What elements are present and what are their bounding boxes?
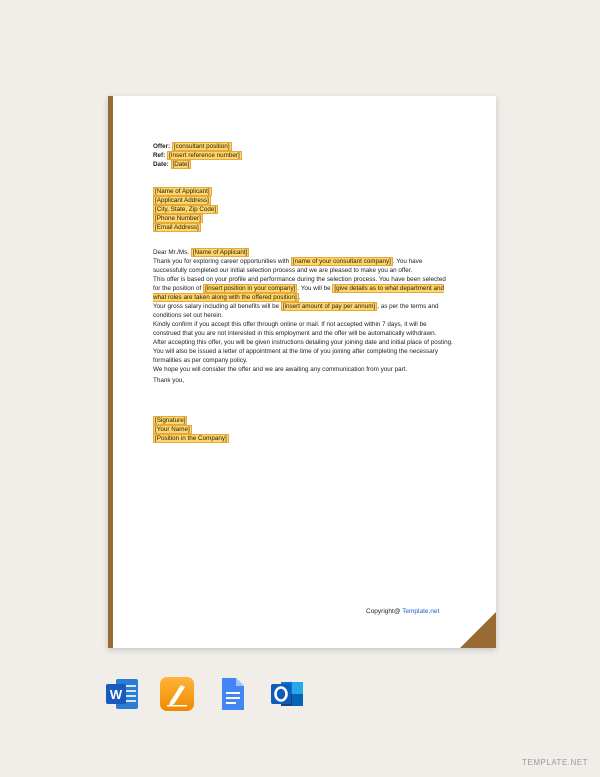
p2-position-placeholder: [insert position in your company] <box>205 285 296 292</box>
applicant-email: [Email Address] <box>155 224 199 231</box>
paragraph-3 <box>153 302 453 320</box>
date-value: [Date] <box>172 161 190 168</box>
word-icon[interactable] <box>104 676 140 712</box>
applicant-name: [Name of Applicant] <box>155 188 210 195</box>
copyright-link[interactable]: Template.net <box>402 608 440 615</box>
paragraph-5: After accepting this offer, you will be given instructions detailing your joining date and initial place of posting. You will also be issued a letter of appointment at the time of you joining after completing the necessary formalities as per company policy. <box>153 339 453 364</box>
applicant-address-block <box>153 187 453 232</box>
position-placeholder: [Position in the Company] <box>155 435 227 442</box>
applicant-city: [City, State, Zip Code] <box>155 206 217 213</box>
paragraph-6: We hope you will consider the offer and we are awaiting any communication from your part. <box>153 366 408 373</box>
applicant-phone: [Phone Number] <box>155 215 201 222</box>
letter-page <box>108 96 496 648</box>
svg-text:W: W <box>109 687 123 702</box>
salutation <box>153 248 453 257</box>
offer-label: Offer: <box>153 143 171 150</box>
p3-text: Your gross salary including all benefits will be <box>153 303 280 310</box>
applicant-address: [Applicant Address] <box>155 197 209 204</box>
pages-icon[interactable] <box>159 676 195 712</box>
salutation-prefix: Dear Mr./Ms. <box>153 249 190 256</box>
google-docs-icon[interactable] <box>214 676 250 712</box>
copyright-line <box>366 608 439 615</box>
page-corner-accent <box>460 612 496 648</box>
page-spine-accent <box>108 96 113 648</box>
p1-text: Thank you for exploring career opportunities with <box>153 258 290 265</box>
letter-body <box>153 142 453 443</box>
date-label: Date: <box>153 161 169 168</box>
paragraph-2 <box>153 275 453 302</box>
closing: Thank you, <box>153 377 185 384</box>
p3-salary-placeholder: [insert amount of pay per annum] <box>282 303 376 310</box>
offer-value: [consultant position] <box>173 143 230 150</box>
outlook-icon[interactable] <box>269 676 305 712</box>
ref-line <box>153 151 453 160</box>
paragraph-4: Kindly confirm if you accept this offer through online or mail. If not accepted within 7 days, it will be construed that you are not interested in this employment and the offer will be automatically withdrawn. <box>153 321 437 337</box>
p2-text: This offer is based on your profile and performance during the selection process. You have been selected for the position of <box>153 276 446 292</box>
ref-label: Ref: <box>153 152 166 159</box>
paragraph-1 <box>153 257 453 275</box>
signature-placeholder: [Signature] <box>155 417 186 424</box>
your-name-placeholder: [Your Name] <box>155 426 190 433</box>
offer-line <box>153 142 453 151</box>
copyright-label: Copyright@ <box>366 608 401 615</box>
p3-text-end: , as per the terms and conditions set out herein. <box>153 303 439 319</box>
p2-text-end: . <box>298 294 301 301</box>
p2-department-placeholder: [give details as to what department and what roles are taken along with the offered position] <box>153 285 444 301</box>
p1-text-end: . You have successfully completed our initial selection process and we are pleased to make you an offer. <box>153 258 423 274</box>
ref-value: [Insert reference number] <box>169 152 240 159</box>
date-line <box>153 160 453 169</box>
signature-block <box>153 416 453 443</box>
app-icons-row <box>104 676 305 712</box>
salutation-name: [Name of Applicant] <box>192 249 248 256</box>
p2-text-mid: . You will be <box>297 285 331 292</box>
template-net-watermark: TEMPLATE.NET <box>522 758 588 767</box>
p1-company-placeholder: [name of your consultant company] <box>292 258 391 265</box>
